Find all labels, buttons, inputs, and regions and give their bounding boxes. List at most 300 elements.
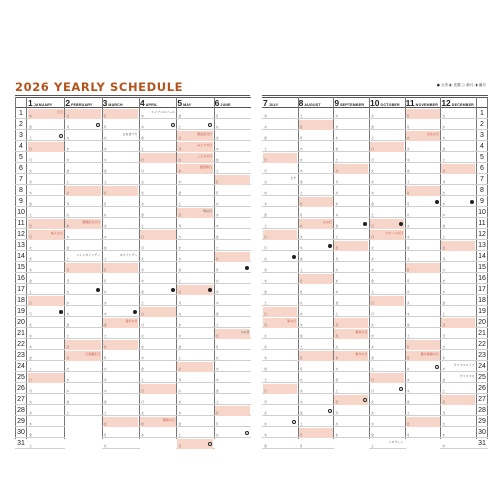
day-cell[interactable]: [65, 285, 101, 295]
day-cell[interactable]: [215, 263, 251, 273]
day-cell[interactable]: [263, 186, 297, 196]
day-cell[interactable]: [263, 384, 297, 394]
day-cell[interactable]: [334, 318, 368, 328]
day-cell[interactable]: [334, 241, 368, 251]
day-cell[interactable]: [215, 230, 251, 240]
day-cell[interactable]: [299, 131, 333, 141]
day-cell[interactable]: [263, 373, 297, 383]
day-cell[interactable]: [28, 219, 64, 229]
day-cell[interactable]: [215, 351, 251, 361]
day-cell[interactable]: [65, 164, 101, 174]
day-cell[interactable]: [177, 219, 213, 229]
day-cell[interactable]: [65, 197, 101, 207]
day-cell[interactable]: [177, 318, 213, 328]
day-cell[interactable]: [441, 131, 475, 141]
day-cell[interactable]: [263, 296, 297, 306]
day-cell[interactable]: [370, 219, 404, 229]
day-cell[interactable]: [103, 340, 139, 350]
day-cell[interactable]: [370, 109, 404, 119]
day-cell[interactable]: [406, 164, 440, 174]
day-cell[interactable]: [65, 263, 101, 273]
day-cell[interactable]: [334, 340, 368, 350]
day-cell[interactable]: [140, 120, 176, 130]
day-cell[interactable]: [334, 285, 368, 295]
day-cell[interactable]: [406, 131, 440, 141]
day-cell[interactable]: [215, 307, 251, 317]
day-cell[interactable]: [140, 285, 176, 295]
day-cell[interactable]: [263, 263, 297, 273]
day-cell[interactable]: [299, 197, 333, 207]
day-cell[interactable]: [299, 153, 333, 163]
day-cell[interactable]: [370, 285, 404, 295]
day-cell[interactable]: [406, 186, 440, 196]
day-cell[interactable]: [215, 417, 251, 427]
day-cell[interactable]: [140, 109, 176, 119]
day-cell[interactable]: [334, 329, 368, 339]
day-cell[interactable]: [177, 406, 213, 416]
day-cell[interactable]: [441, 186, 475, 196]
day-cell[interactable]: [177, 164, 213, 174]
day-cell[interactable]: [441, 351, 475, 361]
day-cell[interactable]: [215, 373, 251, 383]
day-cell[interactable]: [263, 417, 297, 427]
day-cell[interactable]: [299, 285, 333, 295]
day-cell[interactable]: [263, 109, 297, 119]
day-cell[interactable]: [334, 120, 368, 130]
day-cell[interactable]: [263, 153, 297, 163]
day-cell[interactable]: [370, 142, 404, 152]
day-cell[interactable]: [406, 362, 440, 372]
day-cell[interactable]: [103, 120, 139, 130]
day-cell[interactable]: [177, 340, 213, 350]
day-cell[interactable]: [140, 340, 176, 350]
day-cell[interactable]: [215, 329, 251, 339]
day-cell[interactable]: [177, 395, 213, 405]
day-cell[interactable]: [441, 142, 475, 152]
day-cell[interactable]: [406, 120, 440, 130]
day-cell[interactable]: [140, 329, 176, 339]
day-cell[interactable]: [263, 142, 297, 152]
day-cell[interactable]: [441, 362, 475, 372]
day-cell[interactable]: [65, 307, 101, 317]
day-cell[interactable]: [406, 318, 440, 328]
day-cell[interactable]: [334, 208, 368, 218]
day-cell[interactable]: [370, 439, 404, 449]
day-cell[interactable]: [370, 252, 404, 262]
day-cell[interactable]: [334, 395, 368, 405]
day-cell[interactable]: [263, 285, 297, 295]
day-cell[interactable]: [28, 318, 64, 328]
day-cell[interactable]: [28, 439, 64, 449]
day-cell[interactable]: [140, 164, 176, 174]
day-cell[interactable]: [28, 362, 64, 372]
day-cell[interactable]: [103, 329, 139, 339]
day-cell[interactable]: [103, 428, 139, 438]
day-cell[interactable]: [370, 120, 404, 130]
day-cell[interactable]: [65, 373, 101, 383]
day-cell[interactable]: [406, 197, 440, 207]
day-cell[interactable]: [441, 318, 475, 328]
day-cell[interactable]: [28, 252, 64, 262]
day-cell[interactable]: [177, 186, 213, 196]
day-cell[interactable]: [177, 131, 213, 141]
day-cell[interactable]: [215, 208, 251, 218]
day-cell[interactable]: [28, 164, 64, 174]
day-cell[interactable]: [441, 329, 475, 339]
day-cell[interactable]: [28, 186, 64, 196]
day-cell[interactable]: [65, 329, 101, 339]
day-cell[interactable]: [334, 373, 368, 383]
day-cell[interactable]: [215, 197, 251, 207]
day-cell[interactable]: [140, 263, 176, 273]
day-cell[interactable]: [177, 109, 213, 119]
day-cell[interactable]: [406, 109, 440, 119]
day-cell[interactable]: [299, 406, 333, 416]
day-cell[interactable]: [28, 142, 64, 152]
day-cell[interactable]: [334, 153, 368, 163]
day-cell[interactable]: [140, 208, 176, 218]
day-cell[interactable]: [28, 406, 64, 416]
day-cell[interactable]: [370, 186, 404, 196]
day-cell[interactable]: [441, 230, 475, 240]
day-cell[interactable]: [215, 219, 251, 229]
day-cell[interactable]: [263, 120, 297, 130]
day-cell[interactable]: [406, 329, 440, 339]
day-cell[interactable]: [103, 318, 139, 328]
day-cell[interactable]: [177, 384, 213, 394]
day-cell[interactable]: [406, 175, 440, 185]
day-cell[interactable]: [103, 109, 139, 119]
day-cell[interactable]: [103, 395, 139, 405]
day-cell[interactable]: [65, 351, 101, 361]
day-cell[interactable]: [370, 318, 404, 328]
day-cell[interactable]: [441, 373, 475, 383]
day-cell[interactable]: [334, 384, 368, 394]
day-cell[interactable]: [65, 252, 101, 262]
day-cell[interactable]: [441, 395, 475, 405]
day-cell[interactable]: [299, 208, 333, 218]
day-cell[interactable]: [406, 241, 440, 251]
day-cell[interactable]: [140, 296, 176, 306]
day-cell[interactable]: [406, 230, 440, 240]
day-cell[interactable]: [103, 208, 139, 218]
day-cell[interactable]: [103, 197, 139, 207]
day-cell[interactable]: [140, 175, 176, 185]
day-cell[interactable]: [140, 142, 176, 152]
day-cell[interactable]: [215, 241, 251, 251]
day-cell[interactable]: [370, 406, 404, 416]
day-cell[interactable]: [103, 142, 139, 152]
day-cell[interactable]: [28, 230, 64, 240]
day-cell[interactable]: [263, 252, 297, 262]
day-cell[interactable]: [215, 296, 251, 306]
day-cell[interactable]: [28, 395, 64, 405]
day-cell[interactable]: [299, 274, 333, 284]
day-cell[interactable]: [334, 197, 368, 207]
day-cell[interactable]: [65, 274, 101, 284]
day-cell[interactable]: [334, 428, 368, 438]
day-cell[interactable]: [65, 131, 101, 141]
day-cell[interactable]: [177, 351, 213, 361]
day-cell[interactable]: [28, 307, 64, 317]
day-cell[interactable]: [441, 175, 475, 185]
day-cell[interactable]: [299, 428, 333, 438]
day-cell[interactable]: [140, 219, 176, 229]
day-cell[interactable]: [441, 439, 475, 449]
day-cell[interactable]: [299, 219, 333, 229]
day-cell[interactable]: [406, 428, 440, 438]
day-cell[interactable]: [28, 417, 64, 427]
day-cell[interactable]: [103, 241, 139, 251]
day-cell[interactable]: [103, 362, 139, 372]
day-cell[interactable]: [334, 296, 368, 306]
day-cell[interactable]: [65, 109, 101, 119]
day-cell[interactable]: [140, 318, 176, 328]
day-cell[interactable]: [299, 307, 333, 317]
day-cell[interactable]: [65, 384, 101, 394]
day-cell[interactable]: [215, 384, 251, 394]
day-cell[interactable]: [263, 406, 297, 416]
day-cell[interactable]: [334, 219, 368, 229]
day-cell[interactable]: [370, 417, 404, 427]
day-cell[interactable]: [177, 263, 213, 273]
day-cell[interactable]: [370, 131, 404, 141]
day-cell[interactable]: [28, 428, 64, 438]
day-cell[interactable]: [28, 241, 64, 251]
day-cell[interactable]: [215, 186, 251, 196]
day-cell[interactable]: [370, 230, 404, 240]
day-cell[interactable]: [28, 351, 64, 361]
day-cell[interactable]: [334, 362, 368, 372]
day-cell[interactable]: [28, 384, 64, 394]
day-cell[interactable]: [406, 307, 440, 317]
day-cell[interactable]: [406, 263, 440, 273]
day-cell[interactable]: [441, 208, 475, 218]
day-cell[interactable]: [441, 340, 475, 350]
day-cell[interactable]: [177, 274, 213, 284]
day-cell[interactable]: [299, 329, 333, 339]
day-cell[interactable]: [299, 373, 333, 383]
day-cell[interactable]: [406, 340, 440, 350]
day-cell[interactable]: [65, 241, 101, 251]
day-cell[interactable]: [406, 252, 440, 262]
day-cell[interactable]: [263, 131, 297, 141]
day-cell[interactable]: [263, 428, 297, 438]
day-cell[interactable]: [103, 439, 139, 449]
day-cell[interactable]: [140, 274, 176, 284]
day-cell[interactable]: [299, 395, 333, 405]
day-cell[interactable]: [177, 197, 213, 207]
day-cell[interactable]: [370, 373, 404, 383]
day-cell[interactable]: [406, 406, 440, 416]
day-cell[interactable]: [370, 307, 404, 317]
day-cell[interactable]: [263, 219, 297, 229]
day-cell[interactable]: [263, 340, 297, 350]
day-cell[interactable]: [263, 274, 297, 284]
day-cell[interactable]: [28, 208, 64, 218]
day-cell[interactable]: [28, 175, 64, 185]
day-cell[interactable]: [441, 197, 475, 207]
day-cell[interactable]: [334, 164, 368, 174]
day-cell[interactable]: [103, 164, 139, 174]
day-cell[interactable]: [140, 186, 176, 196]
day-cell[interactable]: [263, 395, 297, 405]
day-cell[interactable]: [65, 318, 101, 328]
day-cell[interactable]: [177, 241, 213, 251]
day-cell[interactable]: [103, 263, 139, 273]
day-cell[interactable]: [177, 153, 213, 163]
day-cell[interactable]: [103, 219, 139, 229]
day-cell[interactable]: [140, 428, 176, 438]
day-cell[interactable]: [299, 186, 333, 196]
day-cell[interactable]: [299, 362, 333, 372]
day-cell[interactable]: [28, 153, 64, 163]
day-cell[interactable]: [406, 296, 440, 306]
day-cell[interactable]: [28, 263, 64, 273]
day-cell[interactable]: [299, 417, 333, 427]
day-cell[interactable]: [299, 241, 333, 251]
day-cell[interactable]: [28, 285, 64, 295]
day-cell[interactable]: [406, 153, 440, 163]
day-cell[interactable]: [263, 351, 297, 361]
day-cell[interactable]: [177, 142, 213, 152]
day-cell[interactable]: [215, 285, 251, 295]
day-cell[interactable]: [406, 384, 440, 394]
day-cell[interactable]: [263, 439, 297, 449]
day-cell[interactable]: [334, 186, 368, 196]
day-cell[interactable]: [441, 417, 475, 427]
day-cell[interactable]: [103, 406, 139, 416]
day-cell[interactable]: [215, 120, 251, 130]
day-cell[interactable]: [299, 296, 333, 306]
day-cell[interactable]: [65, 406, 101, 416]
day-cell[interactable]: [177, 296, 213, 306]
day-cell[interactable]: [177, 329, 213, 339]
day-cell[interactable]: [334, 351, 368, 361]
day-cell[interactable]: [334, 274, 368, 284]
day-cell[interactable]: [65, 362, 101, 372]
day-cell[interactable]: [334, 175, 368, 185]
day-cell[interactable]: [441, 384, 475, 394]
day-cell[interactable]: [177, 230, 213, 240]
day-cell[interactable]: [370, 197, 404, 207]
day-cell[interactable]: [177, 285, 213, 295]
day-cell[interactable]: [263, 208, 297, 218]
day-cell[interactable]: [263, 362, 297, 372]
day-cell[interactable]: [65, 208, 101, 218]
day-cell[interactable]: [334, 142, 368, 152]
day-cell[interactable]: [441, 164, 475, 174]
day-cell[interactable]: [177, 417, 213, 427]
day-cell[interactable]: [370, 241, 404, 251]
day-cell[interactable]: [299, 263, 333, 273]
day-cell[interactable]: [215, 318, 251, 328]
day-cell[interactable]: [103, 274, 139, 284]
day-cell[interactable]: [441, 285, 475, 295]
day-cell[interactable]: [441, 109, 475, 119]
day-cell[interactable]: [441, 153, 475, 163]
day-cell[interactable]: [103, 252, 139, 262]
day-cell[interactable]: [28, 120, 64, 130]
day-cell[interactable]: [299, 439, 333, 449]
day-cell[interactable]: [370, 329, 404, 339]
day-cell[interactable]: [177, 428, 213, 438]
day-cell[interactable]: [215, 252, 251, 262]
day-cell[interactable]: [215, 428, 251, 438]
day-cell[interactable]: [334, 417, 368, 427]
day-cell[interactable]: [103, 131, 139, 141]
day-cell[interactable]: [103, 153, 139, 163]
day-cell[interactable]: [441, 274, 475, 284]
day-cell[interactable]: [263, 329, 297, 339]
day-cell[interactable]: [28, 340, 64, 350]
day-cell[interactable]: [334, 307, 368, 317]
day-cell[interactable]: [65, 153, 101, 163]
day-cell[interactable]: [103, 307, 139, 317]
day-cell[interactable]: [406, 285, 440, 295]
day-cell[interactable]: [441, 428, 475, 438]
day-cell[interactable]: [177, 439, 213, 449]
day-cell[interactable]: [215, 406, 251, 416]
day-cell[interactable]: [370, 208, 404, 218]
day-cell[interactable]: [441, 120, 475, 130]
day-cell[interactable]: [140, 241, 176, 251]
day-cell[interactable]: [406, 417, 440, 427]
day-cell[interactable]: [177, 362, 213, 372]
day-cell[interactable]: [370, 263, 404, 273]
day-cell[interactable]: [103, 186, 139, 196]
day-cell[interactable]: [299, 120, 333, 130]
day-cell[interactable]: [65, 120, 101, 130]
day-cell[interactable]: [103, 373, 139, 383]
day-cell[interactable]: [406, 395, 440, 405]
day-cell[interactable]: [441, 307, 475, 317]
day-cell[interactable]: [103, 384, 139, 394]
day-cell[interactable]: [370, 384, 404, 394]
day-cell[interactable]: [370, 164, 404, 174]
day-cell[interactable]: [406, 274, 440, 284]
day-cell[interactable]: [177, 307, 213, 317]
day-cell[interactable]: [299, 164, 333, 174]
day-cell[interactable]: [263, 318, 297, 328]
day-cell[interactable]: [177, 120, 213, 130]
day-cell[interactable]: [370, 274, 404, 284]
day-cell[interactable]: [140, 384, 176, 394]
day-cell[interactable]: [215, 362, 251, 372]
day-cell[interactable]: [65, 340, 101, 350]
day-cell[interactable]: [103, 285, 139, 295]
day-cell[interactable]: [65, 219, 101, 229]
day-cell[interactable]: [215, 274, 251, 284]
day-cell[interactable]: [370, 296, 404, 306]
day-cell[interactable]: [177, 252, 213, 262]
day-cell[interactable]: [215, 142, 251, 152]
day-cell[interactable]: [140, 307, 176, 317]
day-cell[interactable]: [406, 351, 440, 361]
day-cell[interactable]: [263, 175, 297, 185]
day-cell[interactable]: [441, 241, 475, 251]
day-cell[interactable]: [334, 230, 368, 240]
day-cell[interactable]: [28, 109, 64, 119]
day-cell[interactable]: [263, 230, 297, 240]
day-cell[interactable]: [65, 230, 101, 240]
day-cell[interactable]: [370, 340, 404, 350]
day-cell[interactable]: [263, 307, 297, 317]
day-cell[interactable]: [406, 208, 440, 218]
day-cell[interactable]: [140, 197, 176, 207]
day-cell[interactable]: [263, 197, 297, 207]
day-cell[interactable]: [177, 373, 213, 383]
